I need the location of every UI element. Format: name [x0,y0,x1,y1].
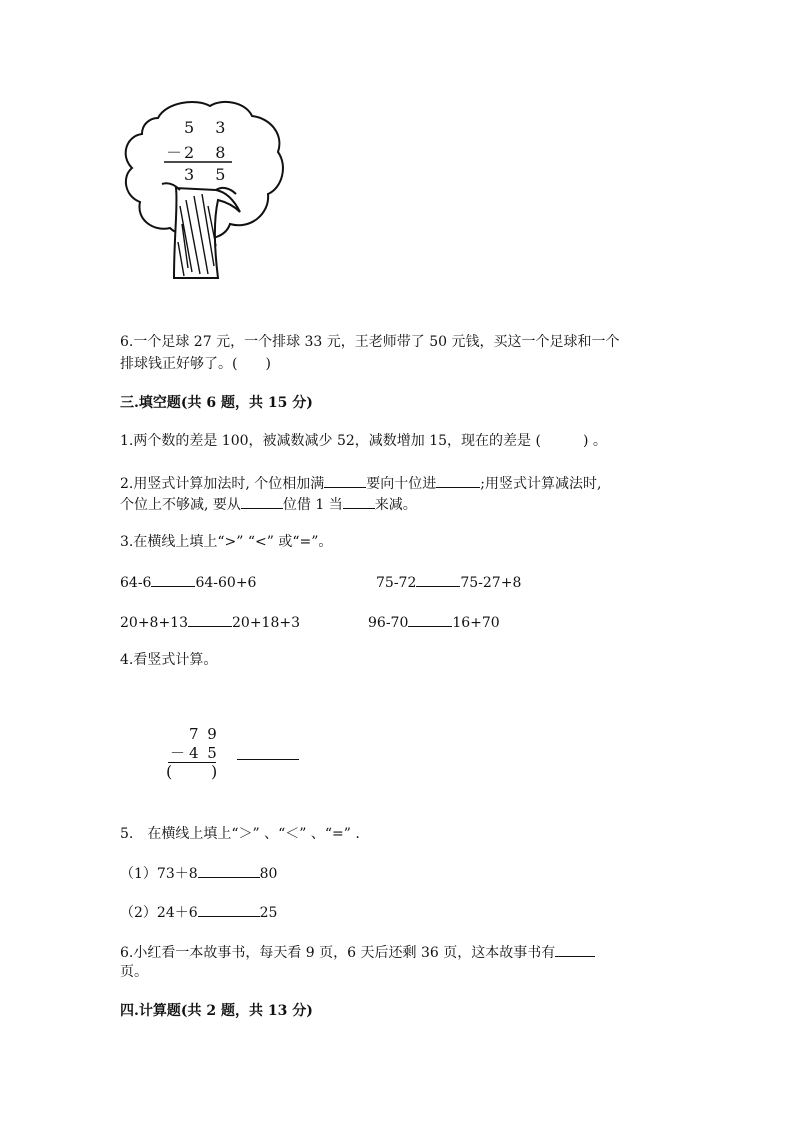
answer-blank[interactable] [188,612,232,627]
fill-q2-text-d: 个位上不够减, 要从 [120,497,241,513]
fill-q5: 5. 在横线上填上“＞” 、“＜” 、“=” . [120,826,360,842]
compare-left: 20+8+13 [120,615,188,631]
fill-q2-text-e: 位借 1 当 [282,497,343,513]
compare-right: 64-60+6 [195,575,257,591]
fill-q6-line1 [120,942,595,963]
tree-operator: － [166,143,183,162]
fill-q2-text-a: 2.用竖式计算加法时, 个位相加满 [120,476,325,492]
answer-blank[interactable] [237,759,299,760]
answer-blank[interactable] [436,473,480,488]
judge-q6-line1: 6.一个足球 27 元，一个排球 33 元，王老师带了 50 元钱，买这一个足球和一个 [120,334,620,350]
fill-q1: 1.两个数的差是 100，被减数减少 52，减数增加 15，现在的差是 ( ) 。 [120,433,607,449]
fill-q6-line2: 页。 [120,964,148,980]
tree-row3: 3 5 [184,165,234,184]
answer-blank[interactable] [555,942,595,957]
compare-right: 25 [259,905,278,921]
compare-right: 75-27+8 [460,575,522,591]
section3-title: 三.填空题(共 6 题，共 15 分) [120,395,313,411]
compare-left: 96-70 [368,615,409,631]
answer-blank[interactable] [324,473,366,488]
answer-blank[interactable] [416,572,460,587]
compare-right: 16+70 [452,615,500,631]
answer-blank[interactable] [198,902,260,917]
answer-blank[interactable] [151,572,195,587]
compare-left: 75-72 [376,575,417,591]
fill-q3: 3.在横线上填上“>” “<” 或“=”。 [120,534,333,550]
section4-title: 四.计算题(共 2 题，共 13 分) [120,1003,313,1019]
answer-blank[interactable] [408,612,452,627]
fill-q2-text-f: 来减。 [374,497,417,513]
compare-item-4 [368,612,500,633]
compare-left: 64-6 [120,575,152,591]
compare-right: 20+18+3 [232,615,300,631]
fill-q2-text-c: ;用竖式计算减法时, [480,476,602,492]
fill-q4: 4.看竖式计算。 [120,652,218,668]
vertical-top: 7 9 [189,725,219,743]
fill-q2-line2 [120,494,417,515]
fill-q2-text-b: 要向十位进 [366,476,437,492]
compare-item-3 [120,612,300,633]
compare-left: （1）73＋8 [120,866,198,882]
vertical-line [168,762,216,763]
tree-row2: 2 8 [184,143,234,162]
vertical-bottom: 4 5 [189,744,219,762]
answer-blank[interactable] [198,863,260,878]
vertical-operator: － [170,744,186,762]
vertical-paren-close: ) [211,762,218,781]
tree-row1: 5 3 [184,118,234,137]
fill-q6-text: 6.小红看一本故事书，每天看 9 页，6 天后还剩 36 页，这本故事书有 [120,945,556,961]
compare-left: （2）24＋6 [120,905,198,921]
fill-q5-item-2 [120,902,277,923]
compare-item-2 [376,572,521,593]
fill-q2-line1 [120,473,601,494]
fill-q5-item-1 [120,863,277,884]
judge-q6-line2: 排球钱正好够了。( ) [120,356,271,372]
answer-blank[interactable] [241,494,283,509]
vertical-paren-open: ( [166,762,173,781]
answer-blank[interactable] [343,494,375,509]
compare-right: 80 [259,866,278,882]
compare-item-1 [120,572,256,593]
